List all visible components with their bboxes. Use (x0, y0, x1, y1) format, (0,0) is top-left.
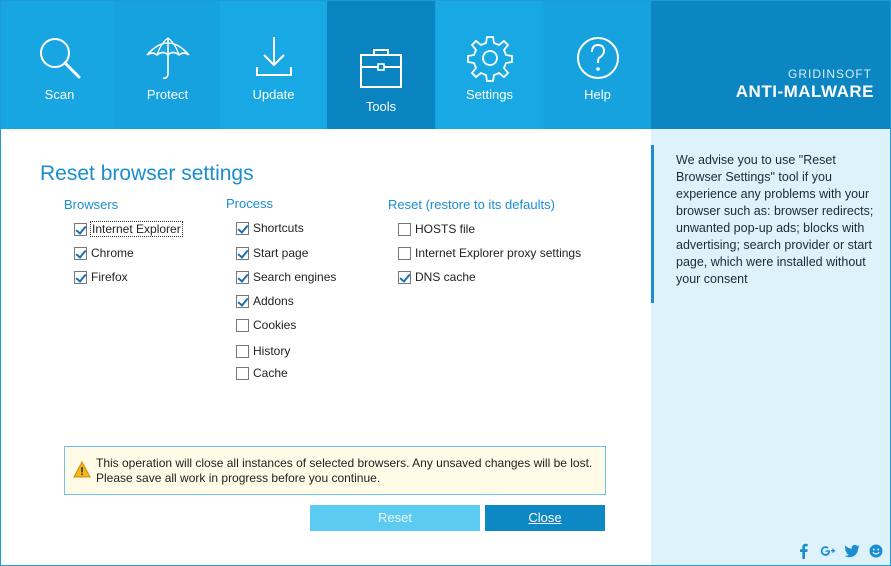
brand-line2: ANTI-MALWARE (735, 82, 874, 101)
warning-line2: Please save all work in progress before you continue. (96, 471, 381, 485)
tab-protect-label: Protect (146, 87, 189, 102)
warning-text (96, 456, 592, 486)
smiley-icon[interactable] (868, 543, 884, 559)
social-links (796, 543, 884, 559)
reset-group-title: Reset (restore to its defaults) (388, 197, 555, 212)
checkbox-label: Addons (253, 294, 294, 308)
checkbox-label: Firefox (91, 270, 128, 284)
page-title: Reset browser settings (40, 162, 254, 185)
checkbox-box[interactable] (398, 247, 411, 260)
tab-protect[interactable] (114, 1, 221, 129)
close-button[interactable]: Close (485, 505, 605, 531)
gear-icon (465, 33, 515, 83)
top-navigation (1, 1, 890, 129)
checkbox-addons[interactable] (236, 292, 294, 310)
checkbox-box[interactable] (236, 271, 249, 284)
checkbox-label: History (253, 344, 291, 358)
checkbox-cookies[interactable] (236, 316, 296, 334)
download-icon (249, 33, 299, 83)
tab-settings[interactable] (436, 1, 543, 129)
checkbox-label: HOSTS file (415, 222, 476, 236)
checkbox-box[interactable] (398, 223, 411, 236)
tab-scan-label: Scan (44, 87, 75, 102)
checkbox-shortcuts[interactable] (236, 219, 304, 237)
checkbox-box[interactable] (236, 345, 249, 358)
help-icon (573, 33, 623, 83)
brand-line1: GRIDINSOFT (788, 67, 872, 81)
checkbox-label: Cache (253, 366, 288, 380)
warning-icon (73, 461, 91, 479)
search-icon (35, 33, 85, 83)
checkbox-start-page[interactable] (236, 244, 308, 262)
main-content (1, 129, 651, 565)
facebook-icon[interactable] (796, 543, 812, 559)
checkbox-label: Shortcuts (253, 221, 304, 235)
checkbox-box[interactable] (74, 247, 87, 260)
reset-button[interactable]: Reset (310, 505, 480, 531)
browsers-group-title: Browsers (64, 197, 119, 212)
checkbox-box[interactable] (398, 271, 411, 284)
side-accent-bar (651, 145, 654, 303)
checkbox-box[interactable] (74, 223, 87, 236)
checkbox-internet-explorer[interactable] (74, 220, 182, 238)
umbrella-icon (143, 33, 193, 83)
checkbox-label: Internet Explorer (92, 222, 181, 236)
checkbox-hosts-file[interactable] (398, 220, 475, 238)
checkbox-box[interactable] (236, 247, 249, 260)
process-group-title: Process (226, 196, 273, 211)
side-panel (651, 129, 890, 565)
checkbox-label: Start page (253, 246, 309, 260)
warning-message (64, 446, 606, 495)
checkbox-label: Search engines (253, 270, 337, 284)
tab-settings-label: Settings (466, 87, 513, 102)
tab-update[interactable] (220, 1, 327, 129)
checkbox-box[interactable] (236, 319, 249, 332)
advice-text: We advise you to use "Reset Browser Settings" tool if you experience any problems with your browser such as: browser redirects; unwanted pop-up ads; blocks with advertising; search provider or start page, which were installed without your consent (676, 153, 874, 286)
warning-line1: This operation will close all instances of selected browsers. Any unsaved changes will be lost. (96, 456, 593, 470)
checkbox-ie-proxy-settings[interactable] (398, 244, 581, 262)
tab-tools-label: Tools (365, 99, 397, 114)
checkbox-box[interactable] (74, 271, 87, 284)
toolbox-icon (356, 45, 406, 95)
checkbox-box[interactable] (236, 367, 249, 380)
checkbox-label: Chrome (91, 246, 134, 260)
google-plus-icon[interactable] (820, 543, 836, 559)
checkbox-firefox[interactable] (74, 268, 128, 286)
checkbox-box[interactable] (236, 222, 249, 235)
checkbox-label: Internet Explorer proxy settings (415, 246, 582, 260)
checkbox-box[interactable] (236, 295, 249, 308)
twitter-icon[interactable] (844, 543, 860, 559)
tab-tools[interactable] (327, 1, 435, 141)
checkbox-search-engines[interactable] (236, 268, 336, 286)
checkbox-label: DNS cache (415, 270, 476, 284)
checkbox-label: Cookies (253, 318, 297, 332)
tab-update-label: Update (252, 87, 295, 102)
tab-help-label: Help (584, 87, 611, 102)
brand-logo (651, 1, 890, 129)
tab-help[interactable] (544, 1, 651, 129)
checkbox-cache[interactable] (236, 364, 288, 382)
checkbox-chrome[interactable] (74, 244, 134, 262)
checkbox-dns-cache[interactable] (398, 268, 476, 286)
tab-scan[interactable] (6, 1, 113, 129)
checkbox-history[interactable] (236, 342, 290, 360)
